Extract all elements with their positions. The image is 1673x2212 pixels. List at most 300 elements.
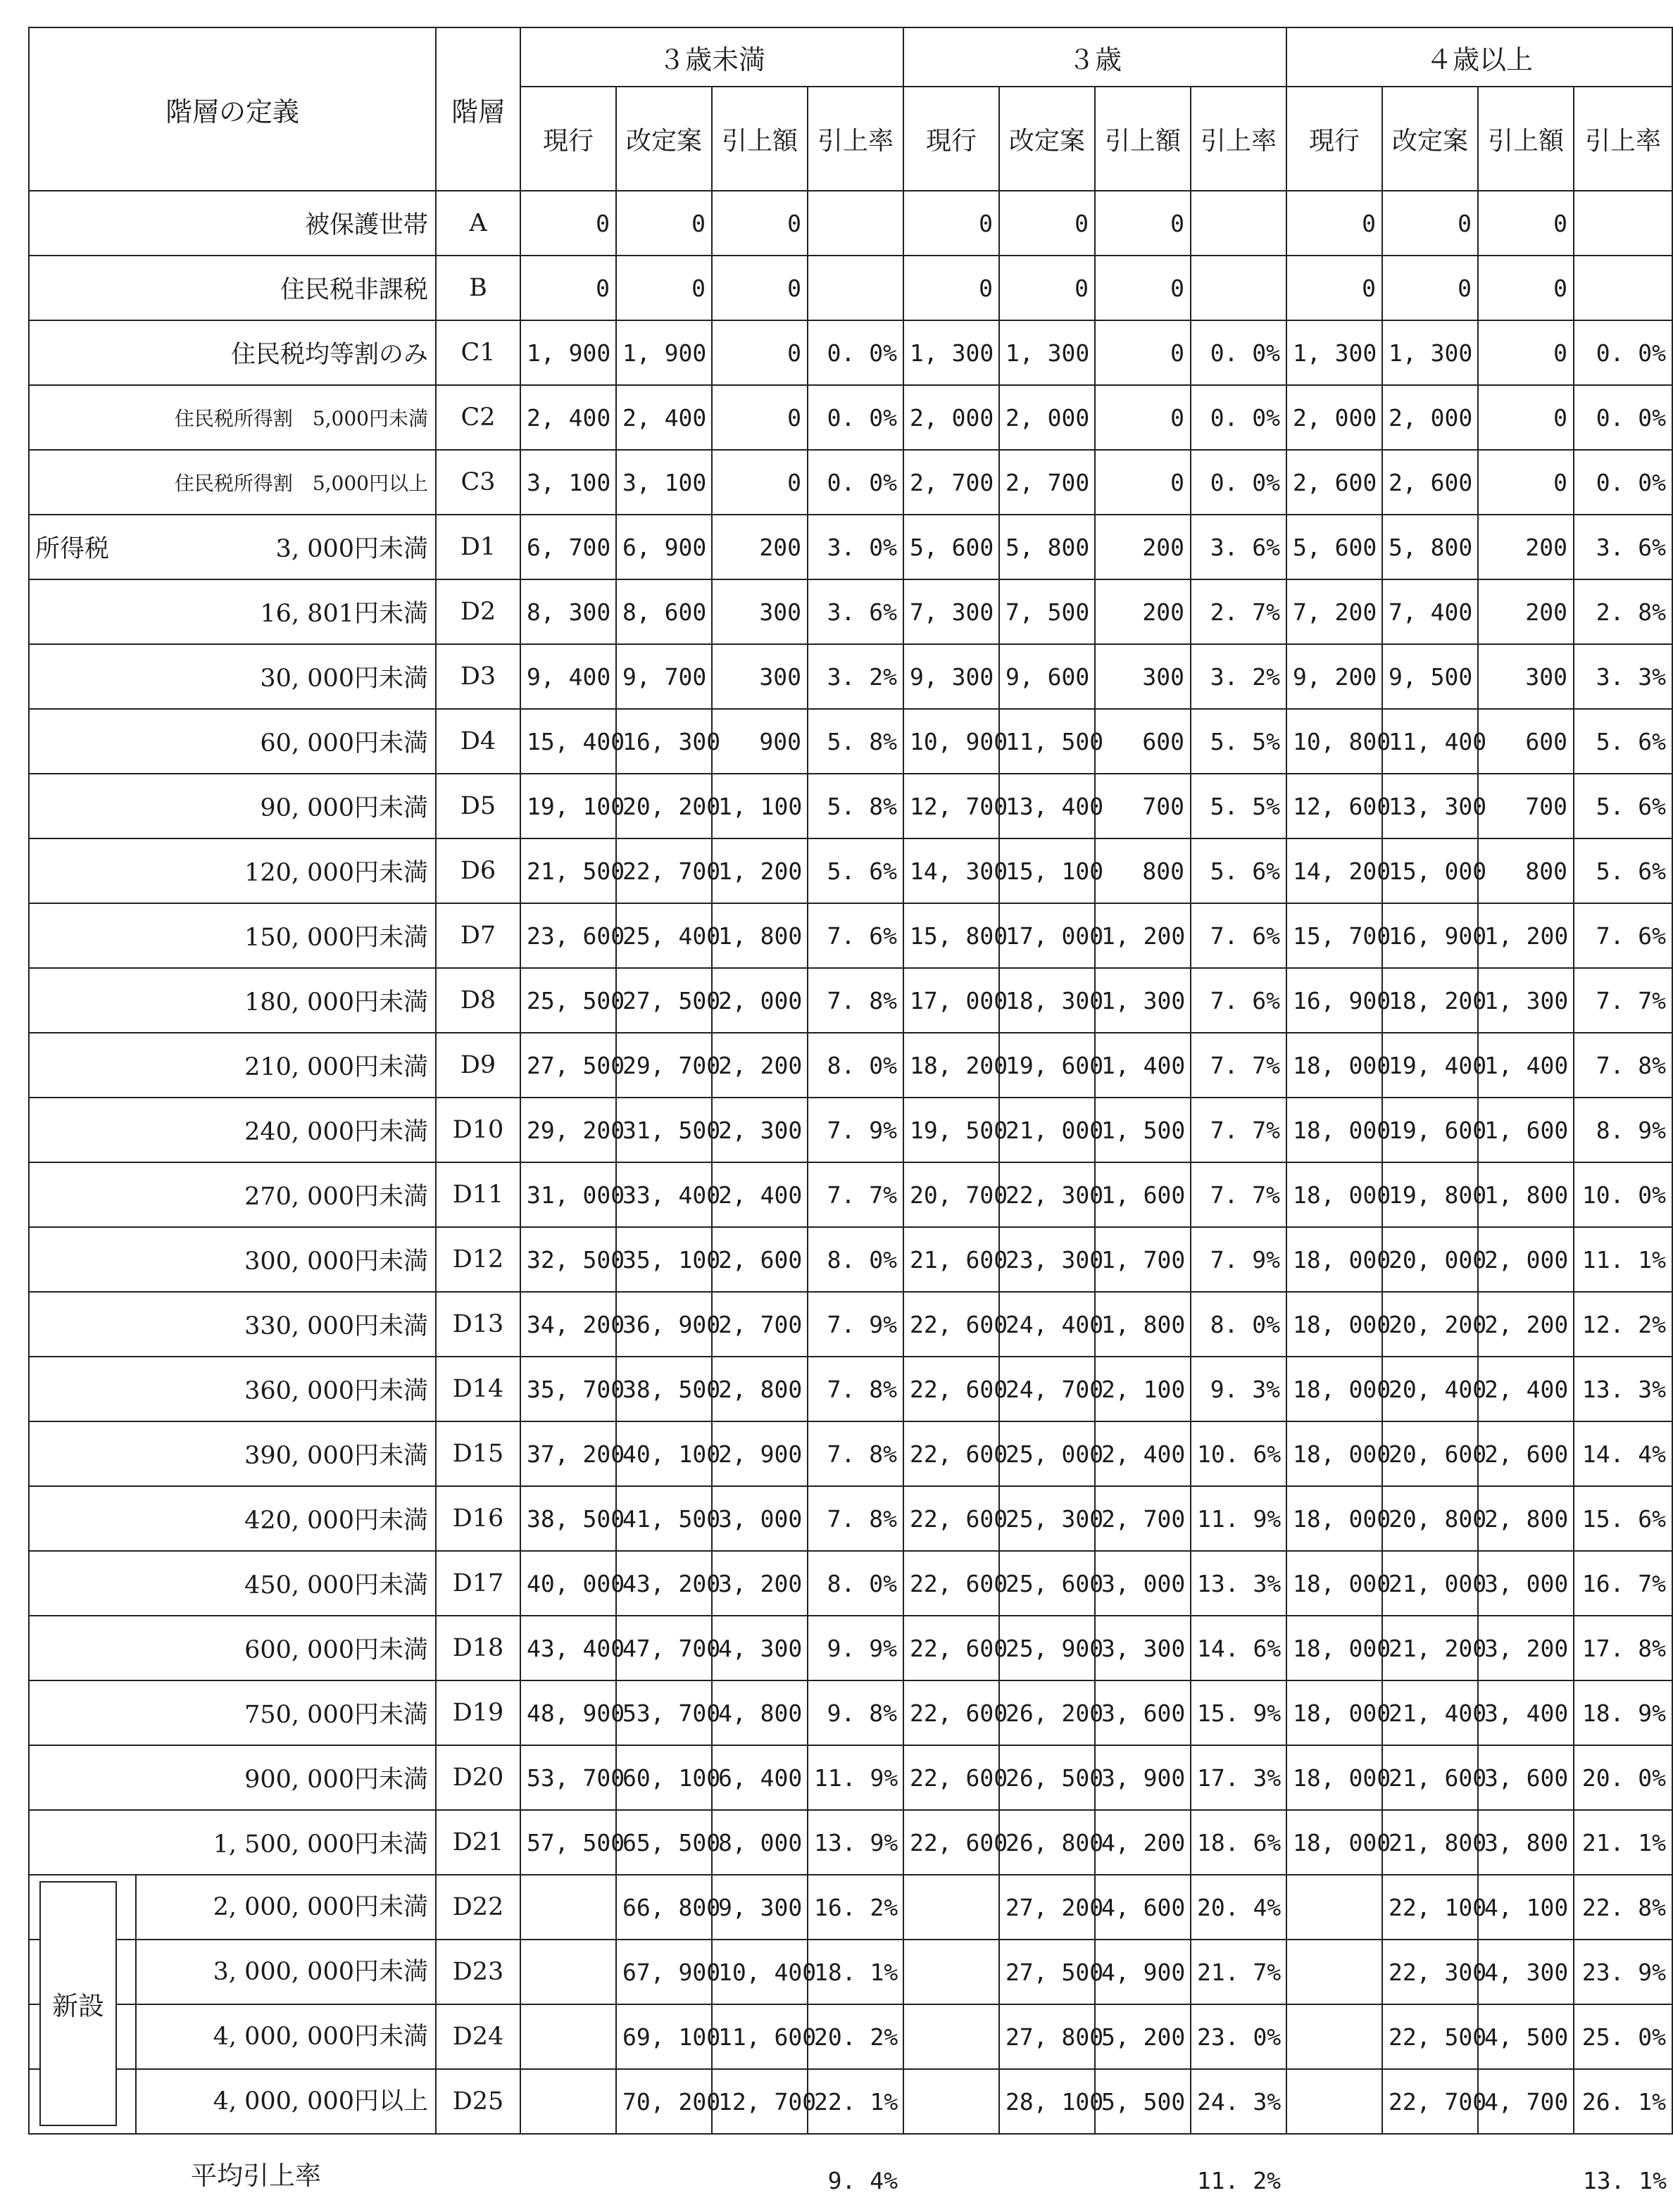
- cell-under3-increase-rate: 7. 8%: [808, 1486, 903, 1551]
- cell-age3-increase-rate: 7. 7%: [1191, 1033, 1286, 1098]
- cell-age3-increase-amount: 1, 200: [1095, 903, 1191, 968]
- header-group-age3: ３歳: [903, 27, 1286, 87]
- table-row: [29, 644, 1672, 709]
- row-definition: 150, 000円未満: [29, 903, 436, 968]
- cell-age3-proposed: 2, 700: [999, 450, 1095, 515]
- cell-under3-increase-amount: 10, 400: [712, 1940, 808, 2004]
- cell-age4plus-proposed: 21, 200: [1382, 1616, 1478, 1680]
- cell-age4plus-current: 18, 000: [1286, 1227, 1382, 1292]
- cell-age3-proposed: 25, 000: [999, 1421, 1095, 1486]
- cell-age3-proposed: 13, 400: [999, 774, 1095, 838]
- cell-age3-increase-amount: 1, 600: [1095, 1162, 1191, 1227]
- cell-under3-increase-rate: [808, 191, 903, 256]
- cell-under3-current: 43, 400: [520, 1616, 616, 1680]
- row-level: D6: [436, 838, 520, 903]
- header-group-under3: ３歳未満: [520, 27, 903, 87]
- row-definition: 住民税所得割 5,000円以上: [29, 450, 436, 515]
- cell-age3-proposed: 22, 300: [999, 1162, 1095, 1227]
- subheader-current: 現行: [520, 87, 616, 191]
- row-definition: 被保護世帯: [29, 191, 436, 256]
- cell-age3-current: [903, 1875, 999, 1940]
- cell-age3-increase-amount: 3, 300: [1095, 1616, 1191, 1680]
- table-row: [29, 1357, 1672, 1421]
- cell-age4plus-proposed: 18, 200: [1382, 968, 1478, 1033]
- cell-under3-increase-rate: 5. 6%: [808, 838, 903, 903]
- table-row: [29, 1292, 1672, 1357]
- cell-under3-current: 9, 400: [520, 644, 616, 709]
- row-level: D13: [436, 1292, 520, 1357]
- cell-under3-proposed: 6, 900: [616, 515, 712, 579]
- cell-age3-proposed: 0: [999, 191, 1095, 256]
- cell-under3-increase-rate: 3. 6%: [808, 579, 903, 644]
- table-row: [29, 450, 1672, 515]
- cell-under3-increase-rate: 9. 9%: [808, 1616, 903, 1680]
- cell-age4plus-increase-amount: 2, 800: [1478, 1486, 1574, 1551]
- cell-age3-increase-rate: 3. 2%: [1191, 644, 1286, 709]
- row-definition: 180, 000円未満: [29, 968, 436, 1033]
- cell-under3-increase-amount: 4, 800: [712, 1680, 808, 1745]
- cell-under3-current: 2, 400: [520, 385, 616, 450]
- cell-age3-proposed: 28, 100: [999, 2069, 1095, 2134]
- row-definition-text: 3, 000, 000円未満: [135, 1940, 435, 2004]
- row-level: D19: [436, 1680, 520, 1745]
- cell-age4plus-current: 18, 000: [1286, 1162, 1382, 1227]
- cell-age3-increase-amount: 3, 900: [1095, 1745, 1191, 1810]
- cell-under3-proposed: 65, 500: [616, 1810, 712, 1875]
- cell-under3-increase-amount: 3, 000: [712, 1486, 808, 1551]
- average-value-age4plus: 13. 1%: [1582, 2166, 1667, 2194]
- row-definition: 360, 000円未満: [29, 1357, 436, 1421]
- cell-under3-proposed: 69, 100: [616, 2004, 712, 2069]
- cell-age4plus-increase-rate: 18. 9%: [1574, 1680, 1672, 1745]
- cell-under3-proposed: 70, 200: [616, 2069, 712, 2134]
- cell-age3-current: 18, 200: [903, 1033, 999, 1098]
- cell-under3-increase-rate: 20. 2%: [808, 2004, 903, 2069]
- cell-age4plus-current: 9, 200: [1286, 644, 1382, 709]
- subheader-increase-amount: 引上額: [712, 87, 808, 191]
- cell-age4plus-increase-rate: 8. 9%: [1574, 1098, 1672, 1162]
- row-definition: 120, 000円未満: [29, 838, 436, 903]
- cell-age3-increase-amount: 0: [1095, 450, 1191, 515]
- cell-age3-current: 22, 600: [903, 1486, 999, 1551]
- subheader-current: 現行: [1286, 87, 1382, 191]
- cell-age4plus-current: 16, 900: [1286, 968, 1382, 1033]
- table-row: [29, 320, 1672, 385]
- cell-age4plus-proposed: 15, 000: [1382, 838, 1478, 903]
- cell-age3-increase-amount: 1, 700: [1095, 1227, 1191, 1292]
- row-definition-amount: 3, 000円未満: [275, 535, 428, 563]
- cell-age4plus-current: 18, 000: [1286, 1421, 1382, 1486]
- row-definition: 900, 000円未満: [29, 1745, 436, 1810]
- row-definition: 300, 000円未満: [29, 1227, 436, 1292]
- table-row: [29, 515, 1672, 579]
- cell-age3-current: 9, 300: [903, 644, 999, 709]
- cell-under3-current: 3, 100: [520, 450, 616, 515]
- row-level: D12: [436, 1227, 520, 1292]
- row-definition: 600, 000円未満: [29, 1616, 436, 1680]
- cell-age3-increase-amount: 0: [1095, 385, 1191, 450]
- row-definition-text: 2, 000, 000円未満: [135, 1875, 435, 1939]
- cell-age4plus-proposed: 7, 400: [1382, 579, 1478, 644]
- cell-under3-current: [520, 2069, 616, 2134]
- cell-age4plus-increase-rate: 0. 0%: [1574, 320, 1672, 385]
- cell-age4plus-current: [1286, 2069, 1382, 2134]
- cell-age3-current: 5, 600: [903, 515, 999, 579]
- cell-under3-increase-rate: 7. 8%: [808, 968, 903, 1033]
- cell-age3-increase-rate: 0. 0%: [1191, 320, 1286, 385]
- row-level: D1: [436, 515, 520, 579]
- cell-age4plus-proposed: 22, 700: [1382, 2069, 1478, 2134]
- cell-age4plus-increase-rate: 0. 0%: [1574, 450, 1672, 515]
- cell-age4plus-current: 18, 000: [1286, 1033, 1382, 1098]
- cell-age4plus-increase-amount: 4, 100: [1478, 1875, 1574, 1940]
- cell-age3-proposed: 26, 800: [999, 1810, 1095, 1875]
- table-row: [29, 1745, 1672, 1810]
- cell-under3-proposed: 60, 100: [616, 1745, 712, 1810]
- cell-age3-proposed: 27, 800: [999, 2004, 1095, 2069]
- cell-age3-proposed: 26, 500: [999, 1745, 1095, 1810]
- cell-age4plus-increase-rate: 26. 1%: [1574, 2069, 1672, 2134]
- cell-under3-proposed: 0: [616, 256, 712, 320]
- cell-age4plus-current: 0: [1286, 191, 1382, 256]
- table-row: [29, 1162, 1672, 1227]
- cell-age3-increase-rate: 14. 6%: [1191, 1616, 1286, 1680]
- average-value-under3: 9. 4%: [827, 2166, 898, 2194]
- cell-age4plus-current: [1286, 1875, 1382, 1940]
- cell-under3-current: 23, 600: [520, 903, 616, 968]
- table-row: [29, 1551, 1672, 1616]
- table-row: [29, 774, 1672, 838]
- average-row: [29, 2134, 1672, 2212]
- cell-age4plus-proposed: 16, 900: [1382, 903, 1478, 968]
- cell-age3-increase-amount: 200: [1095, 579, 1191, 644]
- cell-age4plus-increase-rate: 7. 8%: [1574, 1033, 1672, 1098]
- cell-age3-increase-rate: [1191, 256, 1286, 320]
- cell-age3-proposed: 15, 100: [999, 838, 1095, 903]
- cell-under3-proposed: 36, 900: [616, 1292, 712, 1357]
- cell-age4plus-proposed: 19, 800: [1382, 1162, 1478, 1227]
- cell-age3-increase-amount: 800: [1095, 838, 1191, 903]
- cell-under3-proposed: 1, 900: [616, 320, 712, 385]
- table-row: [29, 256, 1672, 320]
- cell-under3-proposed: 8, 600: [616, 579, 712, 644]
- cell-under3-current: 27, 500: [520, 1033, 616, 1098]
- cell-age3-current: 22, 600: [903, 1292, 999, 1357]
- cell-under3-increase-amount: 2, 000: [712, 968, 808, 1033]
- cell-age4plus-proposed: 5, 800: [1382, 515, 1478, 579]
- cell-under3-proposed: 0: [616, 191, 712, 256]
- row-definition: 30, 000円未満: [29, 644, 436, 709]
- cell-under3-proposed: 40, 100: [616, 1421, 712, 1486]
- cell-age3-increase-rate: 21. 7%: [1191, 1940, 1286, 2004]
- cell-under3-increase-rate: 0. 0%: [808, 320, 903, 385]
- row-level: C1: [436, 320, 520, 385]
- cell-age4plus-increase-rate: [1574, 191, 1672, 256]
- cell-under3-increase-amount: 1, 800: [712, 903, 808, 968]
- table-row: [29, 838, 1672, 903]
- cell-age4plus-increase-rate: 11. 1%: [1574, 1227, 1672, 1292]
- cell-under3-increase-amount: 4, 300: [712, 1616, 808, 1680]
- cell-age3-increase-rate: 0. 0%: [1191, 385, 1286, 450]
- cell-age3-increase-rate: 5. 6%: [1191, 838, 1286, 903]
- cell-under3-increase-rate: 8. 0%: [808, 1033, 903, 1098]
- cell-age3-increase-amount: 300: [1095, 644, 1191, 709]
- cell-age4plus-proposed: 19, 400: [1382, 1033, 1478, 1098]
- cell-under3-increase-amount: 0: [712, 450, 808, 515]
- cell-age3-current: 22, 600: [903, 1745, 999, 1810]
- cell-under3-proposed: 67, 900: [616, 1940, 712, 2004]
- cell-under3-proposed: 41, 500: [616, 1486, 712, 1551]
- row-definition: 16, 801円未満: [29, 579, 436, 644]
- cell-age3-current: 22, 600: [903, 1551, 999, 1616]
- cell-age4plus-current: 10, 800: [1286, 709, 1382, 774]
- table-row: [29, 1227, 1672, 1292]
- cell-age4plus-proposed: 19, 600: [1382, 1098, 1478, 1162]
- cell-age3-increase-rate: 5. 5%: [1191, 709, 1286, 774]
- cell-age4plus-current: 18, 000: [1286, 1745, 1382, 1810]
- cell-age3-increase-amount: 3, 000: [1095, 1551, 1191, 1616]
- cell-under3-current: 35, 700: [520, 1357, 616, 1421]
- cell-under3-increase-rate: 7. 9%: [808, 1098, 903, 1162]
- cell-age4plus-increase-amount: 3, 800: [1478, 1810, 1574, 1875]
- cell-age4plus-increase-amount: 2, 000: [1478, 1227, 1574, 1292]
- cell-age3-proposed: 26, 200: [999, 1680, 1095, 1745]
- cell-age3-increase-amount: 3, 600: [1095, 1680, 1191, 1745]
- cell-age4plus-increase-rate: 25. 0%: [1574, 2004, 1672, 2069]
- cell-age4plus-increase-rate: 14. 4%: [1574, 1421, 1672, 1486]
- cell-age3-proposed: 24, 700: [999, 1357, 1095, 1421]
- cell-age4plus-increase-amount: 0: [1478, 256, 1574, 320]
- cell-under3-current: [520, 2004, 616, 2069]
- new-category-label: 新設: [39, 1881, 117, 2126]
- row-definition-label: 所得税: [35, 535, 110, 563]
- cell-age4plus-increase-amount: 1, 300: [1478, 968, 1574, 1033]
- cell-under3-increase-amount: 2, 900: [712, 1421, 808, 1486]
- cell-age4plus-proposed: 20, 800: [1382, 1486, 1478, 1551]
- cell-age4plus-increase-amount: 0: [1478, 450, 1574, 515]
- cell-age4plus-proposed: 22, 300: [1382, 1940, 1478, 2004]
- cell-age4plus-increase-rate: 3. 6%: [1574, 515, 1672, 579]
- cell-age4plus-proposed: 0: [1382, 191, 1478, 256]
- cell-age3-proposed: 21, 000: [999, 1098, 1095, 1162]
- cell-under3-increase-amount: 0: [712, 385, 808, 450]
- cell-age4plus-increase-rate: 3. 3%: [1574, 644, 1672, 709]
- cell-age3-proposed: 17, 000: [999, 903, 1095, 968]
- cell-age3-proposed: 1, 300: [999, 320, 1095, 385]
- subheader-proposed: 改定案: [1382, 87, 1478, 191]
- cell-age4plus-current: 1, 300: [1286, 320, 1382, 385]
- cell-age4plus-increase-amount: 0: [1478, 191, 1574, 256]
- cell-age3-current: 22, 600: [903, 1680, 999, 1745]
- row-level: A: [436, 191, 520, 256]
- cell-under3-increase-rate: 7. 6%: [808, 903, 903, 968]
- cell-under3-increase-rate: 8. 0%: [808, 1551, 903, 1616]
- cell-age3-proposed: 27, 500: [999, 1940, 1095, 2004]
- subheader-current: 現行: [903, 87, 999, 191]
- cell-age4plus-increase-amount: 300: [1478, 644, 1574, 709]
- cell-age4plus-current: 12, 600: [1286, 774, 1382, 838]
- cell-under3-current: [520, 1875, 616, 1940]
- table-row: [29, 579, 1672, 644]
- cell-under3-increase-amount: 1, 100: [712, 774, 808, 838]
- cell-age4plus-increase-amount: 1, 600: [1478, 1098, 1574, 1162]
- cell-under3-increase-rate: 22. 1%: [808, 2069, 903, 2134]
- cell-under3-increase-rate: 16. 2%: [808, 1875, 903, 1940]
- cell-age3-current: 2, 700: [903, 450, 999, 515]
- table-row: [29, 968, 1672, 1033]
- cell-age4plus-increase-amount: 200: [1478, 515, 1574, 579]
- row-definition: 390, 000円未満: [29, 1421, 436, 1486]
- cell-age3-increase-rate: 10. 6%: [1191, 1421, 1286, 1486]
- table-row-new: [29, 1875, 1672, 1940]
- cell-under3-current: 34, 200: [520, 1292, 616, 1357]
- cell-under3-current: 8, 300: [520, 579, 616, 644]
- cell-age4plus-proposed: 13, 300: [1382, 774, 1478, 838]
- cell-age4plus-proposed: 20, 200: [1382, 1292, 1478, 1357]
- row-level: D21: [436, 1810, 520, 1875]
- cell-under3-increase-rate: 13. 9%: [808, 1810, 903, 1875]
- cell-age4plus-increase-amount: 3, 400: [1478, 1680, 1574, 1745]
- cell-age3-current: 17, 000: [903, 968, 999, 1033]
- table-row: [29, 1033, 1672, 1098]
- cell-age3-current: 0: [903, 191, 999, 256]
- cell-under3-proposed: 25, 400: [616, 903, 712, 968]
- cell-age4plus-increase-rate: 2. 8%: [1574, 579, 1672, 644]
- cell-age3-proposed: 5, 800: [999, 515, 1095, 579]
- cell-under3-current: 0: [520, 256, 616, 320]
- cell-age3-increase-amount: 4, 600: [1095, 1875, 1191, 1940]
- row-level: D4: [436, 709, 520, 774]
- cell-under3-increase-amount: 2, 700: [712, 1292, 808, 1357]
- table-row: [29, 191, 1672, 256]
- cell-age4plus-proposed: 22, 100: [1382, 1875, 1478, 1940]
- average-value-age3: 11. 2%: [1196, 2166, 1282, 2194]
- cell-age4plus-proposed: 2, 600: [1382, 450, 1478, 515]
- row-level: D14: [436, 1357, 520, 1421]
- cell-under3-increase-amount: 300: [712, 644, 808, 709]
- cell-age4plus-proposed: 21, 000: [1382, 1551, 1478, 1616]
- row-level: D18: [436, 1616, 520, 1680]
- cell-age3-increase-amount: 5, 200: [1095, 2004, 1191, 2069]
- cell-age3-increase-amount: 1, 400: [1095, 1033, 1191, 1098]
- cell-age4plus-proposed: 1, 300: [1382, 320, 1478, 385]
- subheader-increase-amount: 引上額: [1095, 87, 1191, 191]
- cell-age3-increase-amount: 2, 400: [1095, 1421, 1191, 1486]
- cell-age3-increase-rate: 7. 7%: [1191, 1098, 1286, 1162]
- row-level: D5: [436, 774, 520, 838]
- cell-under3-proposed: 38, 500: [616, 1357, 712, 1421]
- table-row: [29, 1486, 1672, 1551]
- cell-under3-current: 19, 100: [520, 774, 616, 838]
- table-row-new: [29, 1940, 1672, 2004]
- cell-age4plus-increase-rate: 5. 6%: [1574, 774, 1672, 838]
- cell-age4plus-increase-amount: 700: [1478, 774, 1574, 838]
- header-definition: 階層の定義: [29, 27, 436, 191]
- cell-age3-current: 21, 600: [903, 1227, 999, 1292]
- cell-age4plus-current: 18, 000: [1286, 1551, 1382, 1616]
- cell-age4plus-proposed: 21, 800: [1382, 1810, 1478, 1875]
- row-definition: 210, 000円未満: [29, 1033, 436, 1098]
- cell-under3-increase-rate: 8. 0%: [808, 1227, 903, 1292]
- cell-age3-proposed: 7, 500: [999, 579, 1095, 644]
- cell-age4plus-proposed: 20, 600: [1382, 1421, 1478, 1486]
- table-row: [29, 1680, 1672, 1745]
- cell-age4plus-proposed: 21, 400: [1382, 1680, 1478, 1745]
- row-definition: 330, 000円未満: [29, 1292, 436, 1357]
- cell-under3-increase-rate: 0. 0%: [808, 385, 903, 450]
- cell-age3-proposed: 24, 400: [999, 1292, 1095, 1357]
- cell-under3-increase-amount: 0: [712, 191, 808, 256]
- cell-age3-current: 19, 500: [903, 1098, 999, 1162]
- cell-under3-increase-rate: 7. 7%: [808, 1162, 903, 1227]
- subheader-increase-rate: 引上率: [1191, 87, 1286, 191]
- cell-age4plus-current: [1286, 2004, 1382, 2069]
- cell-under3-proposed: 33, 400: [616, 1162, 712, 1227]
- cell-age4plus-current: 2, 600: [1286, 450, 1382, 515]
- cell-age4plus-increase-amount: 1, 200: [1478, 903, 1574, 968]
- cell-age4plus-increase-rate: 12. 2%: [1574, 1292, 1672, 1357]
- cell-age3-current: 10, 900: [903, 709, 999, 774]
- cell-age4plus-increase-rate: 7. 6%: [1574, 903, 1672, 968]
- row-definition: 450, 000円未満: [29, 1551, 436, 1616]
- row-level: D20: [436, 1745, 520, 1810]
- cell-age3-increase-amount: 1, 300: [1095, 968, 1191, 1033]
- cell-under3-increase-amount: 9, 300: [712, 1875, 808, 1940]
- subheader-increase-rate: 引上率: [1574, 87, 1672, 191]
- cell-age4plus-increase-rate: [1574, 256, 1672, 320]
- cell-under3-proposed: 66, 800: [616, 1875, 712, 1940]
- cell-age3-proposed: 27, 200: [999, 1875, 1095, 1940]
- cell-age3-increase-rate: 13. 3%: [1191, 1551, 1286, 1616]
- cell-age3-proposed: 18, 300: [999, 968, 1095, 1033]
- row-level: D16: [436, 1486, 520, 1551]
- table-row: [29, 1810, 1672, 1875]
- cell-age3-current: [903, 1940, 999, 2004]
- cell-under3-increase-rate: 7. 8%: [808, 1421, 903, 1486]
- cell-age4plus-increase-rate: 17. 8%: [1574, 1616, 1672, 1680]
- cell-age3-increase-rate: 24. 3%: [1191, 2069, 1286, 2134]
- cell-under3-increase-amount: 12, 700: [712, 2069, 808, 2134]
- cell-age4plus-current: 18, 000: [1286, 1486, 1382, 1551]
- cell-age3-increase-amount: 0: [1095, 191, 1191, 256]
- row-level: B: [436, 256, 520, 320]
- cell-age3-increase-rate: 15. 9%: [1191, 1680, 1286, 1745]
- cell-under3-current: [520, 1940, 616, 2004]
- cell-age4plus-increase-rate: 7. 7%: [1574, 968, 1672, 1033]
- cell-under3-current: 48, 900: [520, 1680, 616, 1745]
- cell-under3-increase-amount: 1, 200: [712, 838, 808, 903]
- table-row: [29, 385, 1672, 450]
- cell-age3-increase-rate: 7. 7%: [1191, 1162, 1286, 1227]
- cell-age3-increase-rate: 5. 5%: [1191, 774, 1286, 838]
- cell-age4plus-increase-rate: 5. 6%: [1574, 838, 1672, 903]
- cell-age3-proposed: 25, 900: [999, 1616, 1095, 1680]
- average-label: 平均引上率: [191, 2161, 321, 2191]
- cell-age4plus-increase-amount: 4, 700: [1478, 2069, 1574, 2134]
- cell-age4plus-current: 18, 000: [1286, 1357, 1382, 1421]
- row-level: C3: [436, 450, 520, 515]
- cell-age3-increase-rate: 17. 3%: [1191, 1745, 1286, 1810]
- row-level: D15: [436, 1421, 520, 1486]
- cell-under3-proposed: 20, 200: [616, 774, 712, 838]
- row-definition: 住民税非課税: [29, 256, 436, 320]
- cell-age3-increase-amount: 5, 500: [1095, 2069, 1191, 2134]
- cell-age3-current: 22, 600: [903, 1616, 999, 1680]
- cell-under3-increase-rate: 9. 8%: [808, 1680, 903, 1745]
- table-row: [29, 1421, 1672, 1486]
- cell-age3-increase-rate: 9. 3%: [1191, 1357, 1286, 1421]
- cell-age4plus-increase-amount: 3, 000: [1478, 1551, 1574, 1616]
